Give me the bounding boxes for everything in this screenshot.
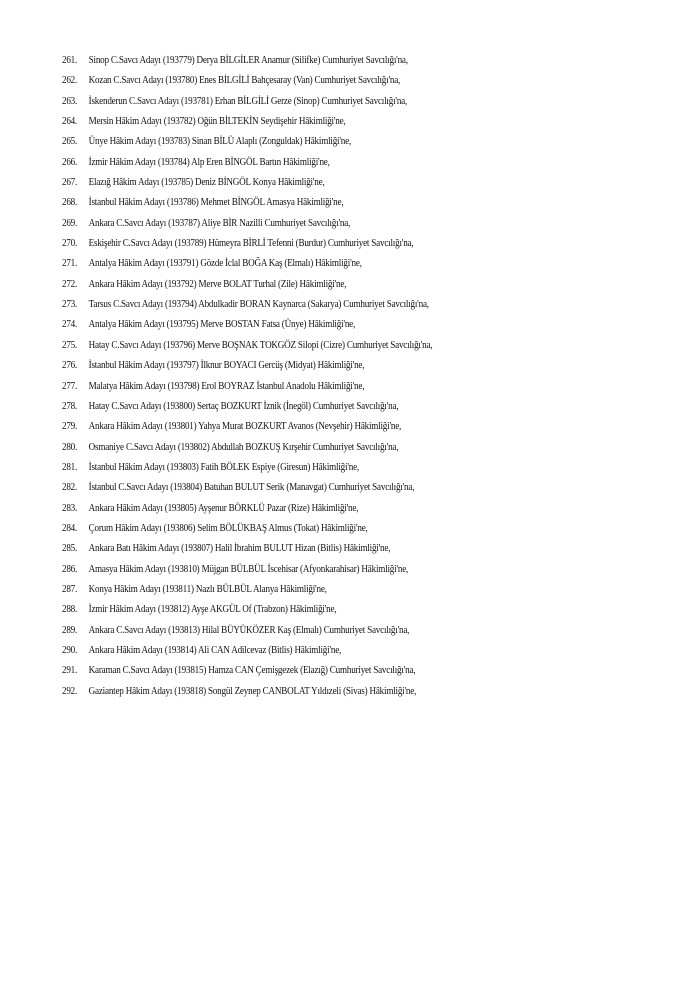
list-item xyxy=(62,173,595,193)
list-item xyxy=(62,275,595,295)
item-number: 272. xyxy=(62,278,78,290)
list-item xyxy=(62,682,595,702)
list-item xyxy=(62,254,595,274)
item-number: 263. xyxy=(62,95,78,107)
list-item xyxy=(62,661,595,681)
list-item xyxy=(62,377,595,397)
list-item xyxy=(62,112,595,132)
item-text: Elazığ Hâkim Adayı (193785) Deniz BİNGÖL Konya Hâkimliği'ne, xyxy=(88,177,325,189)
item-number: 292. xyxy=(62,685,78,697)
item-text: Ankara C.Savcı Adayı (193787) Aliye BİR Nazilli Cumhuriyet Savcılığı'na, xyxy=(88,217,351,229)
item-number: 275. xyxy=(62,339,78,351)
item-number: 291. xyxy=(62,665,78,677)
item-number: 279. xyxy=(62,421,78,433)
item-number: 278. xyxy=(62,400,78,412)
item-text: Konya Hâkim Adayı (193811) Nazlı BÜLBÜL Alanya Hâkimliği'ne, xyxy=(88,583,327,595)
item-text: Gaziantep Hâkim Adayı (193818) Songül Zeynep CANBOLAT Yıldızeli (Sivas) Hâkimliği'ne, xyxy=(88,685,417,697)
item-text: Çorum Hâkim Adayı (193806) Selim BÖLÜKBAŞ Almus (Tokat) Hâkimliği'ne, xyxy=(88,522,368,534)
list-item xyxy=(62,499,595,519)
list-item xyxy=(62,600,595,620)
item-text: İstanbul Hâkim Adayı (193786) Mehmet BİNGÖL Amasya Hâkimliği'ne, xyxy=(88,197,344,209)
item-number: 285. xyxy=(62,543,78,555)
item-text: Hatay C.Savcı Adayı (193800) Sertaç BOZKURT İznik (İnegöl) Cumhuriyet Savcılığı'na, xyxy=(88,400,399,412)
item-number: 273. xyxy=(62,299,78,311)
item-text: Sinop C.Savcı Adayı (193779) Derya BİLGİLER Anamur (Silifke) Cumhuriyet Savcılığı'na, xyxy=(88,55,408,66)
item-number: 268. xyxy=(62,197,78,209)
list-item xyxy=(62,560,595,580)
item-text: İstanbul Hâkim Adayı (193797) İlknur BOYACI Gercüş (Midyat) Hâkimliği'ne, xyxy=(88,360,365,372)
list-item xyxy=(62,153,595,173)
item-number: 288. xyxy=(62,604,78,616)
item-number: 270. xyxy=(62,238,78,250)
list-item xyxy=(62,417,595,437)
list-item xyxy=(62,51,595,71)
list-item xyxy=(62,295,595,315)
item-number: 264. xyxy=(62,116,78,128)
item-number: 261. xyxy=(62,55,78,66)
item-text: Ankara Batı Hâkim Adayı (193807) Halil İbrahim BULUT Hizan (Bitlis) Hâkimliği'ne, xyxy=(88,543,391,555)
item-text: İskenderun C.Savcı Adayı (193781) Erhan BİLGİLİ Gerze (Sinop) Cumhuriyet Savcılığı'na, xyxy=(88,95,408,107)
item-number: 262. xyxy=(62,75,78,87)
list-item xyxy=(62,397,595,417)
item-text: Ankara Hâkim Adayı (193801) Yahya Murat BOZKURT Avanos (Nevşehir) Hâkimliği'ne, xyxy=(88,421,402,433)
item-text: Amasya Hâkim Adayı (193810) Müjgan BÜLBÜL İscehisar (Afyonkarahisar) Hâkimliği'ne, xyxy=(88,563,409,575)
item-number: 271. xyxy=(62,258,78,270)
list-item xyxy=(62,71,595,91)
item-text: Antalya Hâkim Adayı (193795) Merve BOSTAN Fatsa (Ünye) Hâkimliği'ne, xyxy=(88,319,356,331)
item-text: Ankara Hâkim Adayı (193814) Ali CAN Adilcevaz (Bitlis) Hâkimliği'ne, xyxy=(88,644,342,656)
list-item xyxy=(62,539,595,559)
item-number: 286. xyxy=(62,563,78,575)
item-number: 289. xyxy=(62,624,78,636)
item-text: Ankara Hâkim Adayı (193792) Merve BOLAT Turhal (Zile) Hâkimliği'ne, xyxy=(88,278,347,290)
item-text: Eskişehir C.Savcı Adayı (193789) Hümeyra BİRLİ Tefenni (Burdur) Cumhuriyet Savcılığı'na, xyxy=(88,238,414,250)
item-text: Tarsus C.Savcı Adayı (193794) Abdulkadir BORAN Kaynarca (Sakarya) Cumhuriyet Savcılığı'na, xyxy=(88,299,429,311)
item-text: Ankara C.Savcı Adayı (193813) Hilal BÜYÜKÖZER Kaş (Elmalı) Cumhuriyet Savcılığı'na, xyxy=(88,624,410,636)
list-item xyxy=(62,519,595,539)
item-text: Ünye Hâkim Adayı (193783) Sinan BİLÜ Alaplı (Zonguldak) Hâkimliği'ne, xyxy=(88,136,352,148)
item-number: 282. xyxy=(62,482,78,494)
item-text: İzmir Hâkim Adayı (193784) Alp Eren BİNGÖL Bartın Hâkimliği'ne, xyxy=(88,156,330,168)
item-text: İzmir Hâkim Adayı (193812) Ayşe AKGÜL Of (Trabzon) Hâkimliği'ne, xyxy=(88,604,337,616)
list-item xyxy=(62,214,595,234)
list-item xyxy=(62,315,595,335)
item-text: Hatay C.Savcı Adayı (193796) Merve BOŞNAK TOKGÖZ Silopi (Cizre) Cumhuriyet Savcılığı'na, xyxy=(88,339,433,351)
item-text: Kozan C.Savcı Adayı (193780) Enes BİLGİLİ Bahçesaray (Van) Cumhuriyet Savcılığı'na, xyxy=(88,75,401,87)
item-text: İstanbul Hâkim Adayı (193803) Fatih BÖLEK Espiye (Giresun) Hâkimliği'ne, xyxy=(88,461,359,473)
list-item xyxy=(62,458,595,478)
item-number: 283. xyxy=(62,502,78,514)
list-item xyxy=(62,478,595,498)
item-number: 277. xyxy=(62,380,78,392)
item-text: Malatya Hâkim Adayı (193798) Erol BOYRAZ İstanbul Anadolu Hâkimliği'ne, xyxy=(88,380,365,392)
item-number: 290. xyxy=(62,644,78,656)
item-text: Osmaniye C.Savcı Adayı (193802) Abdullah BOZKUŞ Kırşehir Cumhuriyet Savcılığı'na, xyxy=(88,441,399,453)
list-item xyxy=(62,621,595,641)
list-item xyxy=(62,356,595,376)
item-text: Antalya Hâkim Adayı (193791) Gözde İclal BOĞA Kaş (Elmalı) Hâkimliği'ne, xyxy=(88,258,362,270)
list-item xyxy=(62,234,595,254)
item-number: 267. xyxy=(62,177,78,189)
item-text: Ankara Hâkim Adayı (193805) Ayşenur BÖRKLÜ Pazar (Rize) Hâkimliği'ne, xyxy=(88,502,359,514)
item-text: Karaman C.Savcı Adayı (193815) Hamza CAN Çemişgezek (Elazığ) Cumhuriyet Savcılığı'na, xyxy=(88,665,416,677)
item-number: 280. xyxy=(62,441,78,453)
item-number: 287. xyxy=(62,583,78,595)
list-item xyxy=(62,193,595,213)
list-item xyxy=(62,132,595,152)
list-item xyxy=(62,641,595,661)
item-number: 265. xyxy=(62,136,78,148)
item-text: Mersin Hâkim Adayı (193782) Oğün BİLTEKİN Seydişehir Hâkimliği'ne, xyxy=(88,116,346,128)
item-number: 276. xyxy=(62,360,78,372)
list-item xyxy=(62,92,595,112)
appointment-list xyxy=(62,51,682,702)
list-item xyxy=(62,336,595,356)
list-item xyxy=(62,438,595,458)
item-number: 284. xyxy=(62,522,78,534)
item-number: 281. xyxy=(62,461,78,473)
item-number: 266. xyxy=(62,156,78,168)
item-number: 269. xyxy=(62,217,78,229)
item-number: 274. xyxy=(62,319,78,331)
list-item xyxy=(62,580,595,600)
item-text: İstanbul C.Savcı Adayı (193804) Batuhan BULUT Serik (Manavgat) Cumhuriyet Savcılığı'na, xyxy=(88,482,415,494)
